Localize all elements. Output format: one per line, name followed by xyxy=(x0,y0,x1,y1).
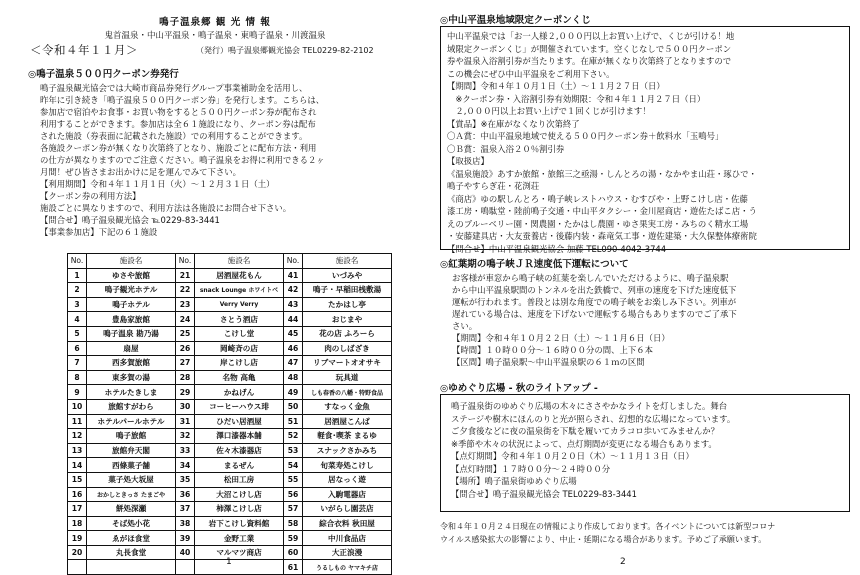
jr-time: 【時間】１０時００分～１６時００分の間、上下６本 xyxy=(452,345,653,355)
shop-name: 丸長食堂 xyxy=(87,545,176,560)
shop-number: 61 xyxy=(284,560,303,575)
table-row xyxy=(68,283,392,298)
shop-number: 55 xyxy=(284,472,303,487)
shop-number: 52 xyxy=(284,429,303,444)
lightup-place: 【場所】鳴子温泉街ゆめぐり広場 xyxy=(451,476,577,486)
shop-number: 22 xyxy=(176,283,195,298)
contact: 【問合せ】鳴子温泉観光協会 ℡0229-83-3441 xyxy=(40,215,220,225)
text-line: ２,０００円以上お買い上げで１回くじが引けます！ xyxy=(447,106,651,116)
shop-number: 1 xyxy=(68,268,87,283)
text-line: ・安藤建具店・大友蚕養店・後藤内装・森竜気工事・遊佐建築・大久保整体療術院 xyxy=(447,231,757,241)
shop-name: 鳴子・早稲田桟敷湯 xyxy=(303,283,392,298)
shop-name: 東多賀の湯 xyxy=(87,370,176,385)
lightup-heading: ◎ゆめぐり広場 - 秋のライトアップ - xyxy=(440,383,598,394)
footnote-line: 令和４年１０月２４日現在の情報により作成しております。各イベントについては新型コロナ xyxy=(440,522,776,531)
shop-name: 澤口漆器本舗 xyxy=(195,429,284,444)
shop-name: そば処小花 xyxy=(87,516,176,531)
shop-number: 32 xyxy=(176,429,195,444)
text-line: 券や温泉入浴割引券が当たります。在庫が無くなり次第終了となりますので xyxy=(447,56,732,66)
shop-name: 入駒電器店 xyxy=(303,487,392,502)
text-line: ※クーポン券・入浴割引券有効期限：令和４年１１月２７日（日） xyxy=(447,93,706,104)
coupon-body xyxy=(40,82,325,238)
lottery-heading: ◎中山平温泉地域限定クーポンくじ xyxy=(440,15,591,26)
shop-name: ゑがほ食堂 xyxy=(87,531,176,546)
table-row xyxy=(68,502,392,517)
shop-name: 松田工房 xyxy=(195,472,284,487)
shop-number: 8 xyxy=(68,370,87,385)
shop-number: 37 xyxy=(176,502,195,517)
shop-number: 27 xyxy=(176,356,195,371)
shop-number: 38 xyxy=(176,516,195,531)
shop-name: snack Lounge ホワイトベ xyxy=(195,283,284,298)
lightup-period: 【点灯期間】令和４年１０月２０日（木）～１１月１３日（日） xyxy=(451,451,694,461)
shop-name: 菓子処大坂屋 xyxy=(87,472,176,487)
shop-number: 56 xyxy=(284,487,303,502)
shop-number: 31 xyxy=(176,414,195,429)
page-number: 2 xyxy=(620,557,626,567)
table-row xyxy=(68,385,392,400)
brochure-title: 鳴子温泉郷 観 光 情 報 xyxy=(159,17,271,28)
shop-name: おかしときっさ たまごや xyxy=(87,487,176,502)
text-line: 鳴子温泉観光協会では大崎市商品券発行グループ事業補助金を活用し、 xyxy=(40,83,308,93)
text-line: 遅れている場合は、速度を下げないで運転する場合もありますのでご了承下 xyxy=(452,309,737,319)
table-row xyxy=(68,312,392,327)
shop-number: 11 xyxy=(68,414,87,429)
text-line: 中山平温泉では「お一人様２,０００円以上お買い上げで、くじが引ける！地 xyxy=(447,31,735,41)
column-header: 施設名 xyxy=(87,254,176,269)
shop-number: 5 xyxy=(68,326,87,341)
shop-number: 60 xyxy=(284,545,303,560)
table-row xyxy=(68,458,392,473)
shop-name: うるしもの ヤマキチ店 xyxy=(303,560,392,575)
shop-name: おじまや xyxy=(303,312,392,327)
shop-number: 49 xyxy=(284,385,303,400)
table-row xyxy=(68,516,392,531)
text-line: この機会にぜひ中山平温泉をご利用下さい。 xyxy=(447,68,615,79)
shop-number: 35 xyxy=(176,472,195,487)
onsen-list: 鬼首温泉・中山平温泉・鳴子温泉・東鳴子温泉・川渡温泉 xyxy=(104,31,326,41)
shop-name: たかはし亭 xyxy=(303,297,392,312)
shop-name: 居なっく遊 xyxy=(303,472,392,487)
shop-number: 25 xyxy=(176,326,195,341)
table-row xyxy=(68,297,392,312)
shop-name: 西多賀旅館 xyxy=(87,356,176,371)
column-header: No. xyxy=(284,254,303,269)
table-row xyxy=(68,472,392,487)
table-row xyxy=(68,341,392,356)
prize-heading: 【賞品】※在庫がなくなり次第終了 xyxy=(447,118,580,129)
text-line: ※季節や木々の状況によって、点灯期間が変更になる場合もあります。 xyxy=(451,438,717,449)
lightup-box xyxy=(440,394,850,512)
shop-name: 柿澤こけし店 xyxy=(195,502,284,517)
shop-number: 58 xyxy=(284,516,303,531)
table-row xyxy=(68,487,392,502)
prize-b: 〇Ｂ賞：温泉入浴２０％割引券 xyxy=(447,143,565,154)
shop-number: 28 xyxy=(176,370,195,385)
shop-name: こけし堂 xyxy=(195,326,284,341)
shop-number: 10 xyxy=(68,399,87,414)
footnote-line: ウイルス感染拡大の影響により、中止・延期になる場合があります。予めご了承願います。 xyxy=(440,535,767,544)
shop-number: 50 xyxy=(284,399,303,414)
shop-number: 7 xyxy=(68,356,87,371)
shop-name: ゆさや旅館 xyxy=(87,268,176,283)
shop-number: 59 xyxy=(284,531,303,546)
shop-name: いがらし園芸店 xyxy=(303,502,392,517)
shop-number: 53 xyxy=(284,443,303,458)
shop-number: 30 xyxy=(176,399,195,414)
shop-name: 鳴子ホテル xyxy=(87,297,176,312)
text-line: 鳴子やすらぎ荘・花渕荘 xyxy=(447,181,540,191)
shop-number: 48 xyxy=(284,370,303,385)
text-line: の仕方が異なりますのでご注意ください。鳴子温泉をお得に利用できる２ヶ xyxy=(40,155,325,165)
text-line: ステージや樹木にほんのりと光が照らされ、幻想的な広場になっています。 xyxy=(451,413,736,424)
shop-number xyxy=(68,560,87,575)
shop-name: まるぜん xyxy=(195,458,284,473)
stores-heading: 【取扱店】 xyxy=(447,156,489,166)
shop-number: 41 xyxy=(284,268,303,283)
shop-name: コーヒーハウス琲 xyxy=(195,399,284,414)
shop-name: 岩下こけし資料館 xyxy=(195,516,284,531)
shop-name: 鳴子観光ホテル xyxy=(87,283,176,298)
shop-number: 12 xyxy=(68,429,87,444)
table-row xyxy=(68,268,392,283)
shop-number: 20 xyxy=(68,545,87,560)
jr-body xyxy=(452,272,737,368)
shop-number: 45 xyxy=(284,326,303,341)
shop-number: 26 xyxy=(176,341,195,356)
text-line: ご夕食後などに夜の温泉街を下駄を履いてカラコロ歩いてみませんか？ xyxy=(451,426,719,436)
table-row xyxy=(68,399,392,414)
jr-heading: ◎紅葉期の鳴子峡ＪＲ速度低下運転について xyxy=(440,259,629,270)
shop-number: 36 xyxy=(176,487,195,502)
shop-name: 餅処深瀬 xyxy=(87,502,176,517)
shop-name: 旅館弁天閣 xyxy=(87,443,176,458)
shop-name: マルマツ商店 xyxy=(195,545,284,560)
shop-number: 18 xyxy=(68,516,87,531)
shop-number: 40 xyxy=(176,545,195,560)
shop-number: 34 xyxy=(176,458,195,473)
shop-number: 39 xyxy=(176,531,195,546)
shop-number: 46 xyxy=(284,341,303,356)
shop-number: 42 xyxy=(284,283,303,298)
shop-name: 大沼こけし店 xyxy=(195,487,284,502)
shop-name: 鳴子温泉 勘乃湯 xyxy=(87,326,176,341)
text-line: 施設ごとに異なりますので、利用方法は各施設にお問合せ下さい。 xyxy=(40,203,292,213)
shop-name: Verry Verry xyxy=(195,297,284,312)
shop-name: すなっく金魚 xyxy=(303,399,392,414)
issue-date: ＜令和４年１１月＞ xyxy=(30,43,138,57)
shop-number: 29 xyxy=(176,385,195,400)
coupon-heading: ◎鳴子温泉５００円クーポン券発行 xyxy=(28,69,179,80)
shop-name: 居酒屋花もん xyxy=(195,268,284,283)
shop-number: 2 xyxy=(68,283,87,298)
column-header: 施設名 xyxy=(303,254,392,269)
text-line: えのブルーベリー園・関農園・たかはし農園・ゆさ果実工房・みちのく精水工場 xyxy=(447,218,749,229)
shop-name: 岸こけし店 xyxy=(195,356,284,371)
shop-name: 佐々木漆器店 xyxy=(195,443,284,458)
jr-section: 【区間】鳴子温泉駅～中山平温泉駅の６１ｍの区間 xyxy=(452,357,645,367)
shop-name: 名物 高亀 xyxy=(195,370,284,385)
shop-name: かねげん xyxy=(195,385,284,400)
shop-name: 綜合衣料 秋田屋 xyxy=(303,516,392,531)
shop-number: 54 xyxy=(284,458,303,473)
lightup-time: 【点灯時間】１７時００分～２４時００分 xyxy=(451,463,611,474)
contact: 【問合せ】中山平温泉観光協会 加藤 TEL090-4042-3744 xyxy=(447,243,667,254)
shop-name: ひだい居酒屋 xyxy=(195,414,284,429)
shop-name xyxy=(87,560,176,575)
shop-number: 6 xyxy=(68,341,87,356)
shop-number: 57 xyxy=(284,502,303,517)
shop-name: スナックさかみち xyxy=(303,443,392,458)
table-row xyxy=(68,356,392,371)
shop-name: ホテルたきしま xyxy=(87,385,176,400)
footnote xyxy=(440,520,775,546)
shop-number: 13 xyxy=(68,443,87,458)
participants-heading: 【事業参加店】下記の６１施設 xyxy=(40,227,158,237)
shop-name: 扇屋 xyxy=(87,341,176,356)
page-number: 1 xyxy=(226,557,232,567)
column-header: 施設名 xyxy=(195,254,284,269)
table-row xyxy=(68,531,392,546)
shop-number: 43 xyxy=(284,297,303,312)
text-line: 《商店》ゆの駅しんとろ・鳴子峡レストハウス・むすびや・上野こけし店・佐藤 xyxy=(447,193,748,204)
shop-number: 9 xyxy=(68,385,87,400)
shop-name: 玩具道 xyxy=(303,370,392,385)
text-line: 参加店で宿泊やお食事・お買い物をすると５００円クーポン券が配布され xyxy=(40,107,317,117)
shop-number: 47 xyxy=(284,356,303,371)
shop-name: 西條菓子舗 xyxy=(87,458,176,473)
table-header-row xyxy=(68,254,392,269)
text-line: さい。 xyxy=(452,321,478,331)
shop-name: さとう酒店 xyxy=(195,312,284,327)
shop-number: 3 xyxy=(68,297,87,312)
shop-number: 19 xyxy=(68,531,87,546)
shop-name: 花の店 ふろーら xyxy=(303,326,392,341)
text-line: 漆工房・鳴駄堂・陸前鳴子交通・中山平タクシー・金川屋商店・遊佐たばこ店・う xyxy=(447,206,757,216)
shop-number: 24 xyxy=(176,312,195,327)
text-line: 利用することができます。参加店は全６１施設になり、クーポン券は配布 xyxy=(40,119,316,129)
text-line: された施設（券表面に記載された施設）での利用することができます。 xyxy=(40,131,308,141)
shop-name: 大正浪漫 xyxy=(303,545,392,560)
table-row xyxy=(68,370,392,385)
shop-number: 23 xyxy=(176,297,195,312)
shop-number: 17 xyxy=(68,502,87,517)
shop-name: 旬菜寿処こけし xyxy=(303,458,392,473)
lottery-box xyxy=(440,26,850,254)
text-line: 域限定クーポンくじ」が開催されています。空くじなしで５００円クーポン xyxy=(447,43,732,54)
text-line: から中山平温泉駅間のトンネルを出た鉄橋で、列車の速度を下げた速度低下 xyxy=(452,285,737,295)
usage-method-heading: 【クーポン券の利用方法】 xyxy=(40,191,141,201)
shop-number: 14 xyxy=(68,458,87,473)
shop-name: 鳴子旅館 xyxy=(87,429,176,444)
shop-name: ホテルパールホテル xyxy=(87,414,176,429)
shop-number xyxy=(176,560,195,575)
contact: 【問合せ】鳴子温泉観光協会 TEL0229-83-3441 xyxy=(451,488,637,499)
text-line: 運転が行われます。普段とは別な角度での鳴子峡をお楽しみ下さい。列車が xyxy=(452,297,737,307)
shop-name: リブマートオオサキ xyxy=(303,356,392,371)
text-line: 月間！ぜひ皆さまお出かけに足を運んでみて下さい。 xyxy=(40,167,241,177)
shop-name: 旅館すがわら xyxy=(87,399,176,414)
usage-period: 【利用期間】令和４年１１月１日（火）～１２月３１日（土） xyxy=(40,179,275,189)
text-line: お客様が車窓から鳴子峡の紅葉を楽しんでいただけるように、鳴子温泉駅 xyxy=(452,273,729,283)
shop-name: しも春香の八幡・特野食品 xyxy=(303,385,392,400)
shop-name: 岡崎斉の店 xyxy=(195,341,284,356)
shop-number: 15 xyxy=(68,472,87,487)
shop-name: 金野工業 xyxy=(195,531,284,546)
shop-number: 21 xyxy=(176,268,195,283)
text-line: 昨年に引き続き「鳴子温泉５００円クーポン券」を発行します。こちらは、 xyxy=(40,95,325,105)
table-row xyxy=(68,326,392,341)
shop-name: 豊島家旅館 xyxy=(87,312,176,327)
table-row xyxy=(68,414,392,429)
participating-shops-table xyxy=(67,253,392,575)
table-row xyxy=(68,429,392,444)
shop-number: 51 xyxy=(284,414,303,429)
text-line: 《温泉施設》あすか旅館・旅館三之亟湯・しんとろの湯・なかやま山荘・琢ひで・ xyxy=(447,168,757,179)
shop-name: 肉のしばざき xyxy=(303,341,392,356)
shop-number: 44 xyxy=(284,312,303,327)
table-row xyxy=(68,443,392,458)
prize-a: 〇Ａ賞：中山平温泉地域で使える５００円クーポン券＋飲料水「玉鳴号」 xyxy=(447,131,724,141)
shop-number: 4 xyxy=(68,312,87,327)
shop-number: 16 xyxy=(68,487,87,502)
shop-name: 中川食品店 xyxy=(303,531,392,546)
column-header: No. xyxy=(68,254,87,269)
shop-name xyxy=(195,560,284,575)
column-header: No. xyxy=(176,254,195,269)
shop-name: いづみや xyxy=(303,268,392,283)
shop-name: 軽食･喫茶 まるゆ xyxy=(303,429,392,444)
text-line: 鳴子温泉街のゆめぐり広場の木々にささやかなライトを灯しました。舞台 xyxy=(451,401,728,411)
lottery-period: 【期間】令和４年１０月１日（土）～１１月２７日（日） xyxy=(447,81,665,91)
jr-period: 【期間】令和４年１０月２２日（土）～１１月６日（日） xyxy=(452,333,670,343)
shop-name: 居酒屋こんぱ xyxy=(303,414,392,429)
text-line: 各施設クーポン券が無くなり次第終了となり、施設ごとに配布方法・利用 xyxy=(40,143,317,153)
shop-number: 33 xyxy=(176,443,195,458)
issuer: （発行）鳴子温泉郷観光協会 TEL0229-82-2102 xyxy=(196,46,374,55)
